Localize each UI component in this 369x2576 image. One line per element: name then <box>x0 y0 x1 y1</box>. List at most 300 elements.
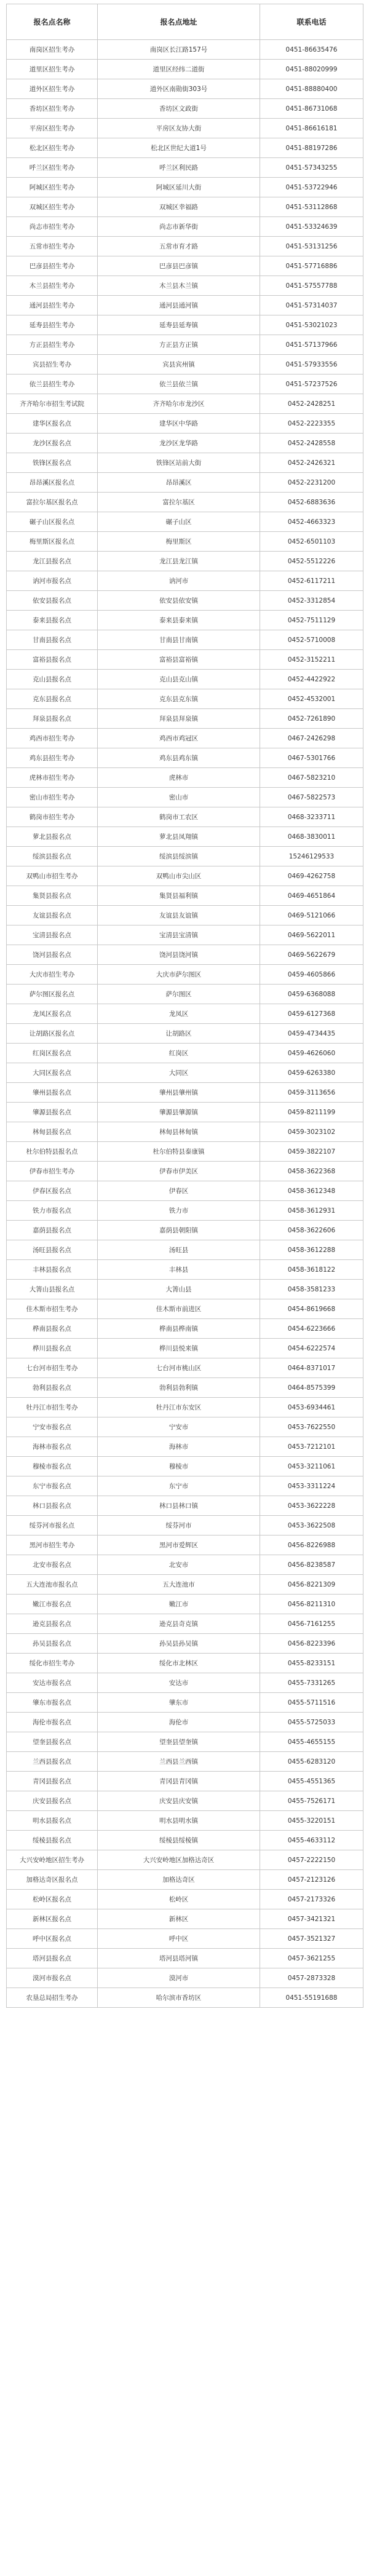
cell-site-address: 汤旺县 <box>98 1240 260 1259</box>
cell-phone: 0451-88197286 <box>260 138 363 157</box>
table-row <box>7 847 363 866</box>
table-row <box>7 1280 363 1299</box>
cell-phone: 0452-7511129 <box>260 611 363 630</box>
cell-site-address: 明水县明水镇 <box>98 1811 260 1830</box>
cell-site-name: 道外区招生考办 <box>7 79 98 98</box>
cell-site-address: 依安县依安镇 <box>98 591 260 610</box>
cell-site-address: 铁锋区站前大街 <box>98 453 260 472</box>
table-row <box>7 1752 363 1772</box>
cell-phone: 0453-3211061 <box>260 1457 363 1476</box>
table-row <box>7 1555 363 1575</box>
cell-site-address: 铁力市 <box>98 1201 260 1220</box>
cell-phone: 0459-6127368 <box>260 1004 363 1023</box>
cell-site-name: 七台河市招生考办 <box>7 1358 98 1377</box>
cell-phone: 0457-2173326 <box>260 1890 363 1909</box>
cell-site-name: 昂昂溪区报名点 <box>7 473 98 492</box>
cell-phone: 0457-3421321 <box>260 1909 363 1928</box>
cell-phone: 0455-5711516 <box>260 1693 363 1712</box>
cell-phone: 0464-8575399 <box>260 1378 363 1397</box>
cell-site-address: 宁安市 <box>98 1417 260 1437</box>
table-row <box>7 40 363 60</box>
table-row <box>7 99 363 119</box>
table-row <box>7 709 363 729</box>
cell-site-name: 巴彦县招生考办 <box>7 256 98 275</box>
table-row <box>7 1811 363 1831</box>
cell-phone: 0451-53112868 <box>260 197 363 216</box>
cell-phone: 0451-53324639 <box>260 217 363 236</box>
table-row <box>7 1949 363 1968</box>
cell-site-address: 牡丹江市东安区 <box>98 1398 260 1417</box>
cell-site-name: 大庆市招生考办 <box>7 965 98 984</box>
table-row <box>7 138 363 158</box>
cell-phone: 0469-4262758 <box>260 866 363 886</box>
cell-site-name: 泰来县报名点 <box>7 611 98 630</box>
table-row <box>7 1024 363 1044</box>
cell-site-name: 桦南县报名点 <box>7 1319 98 1338</box>
cell-site-address: 绥滨县绥滨镇 <box>98 847 260 866</box>
cell-phone: 0459-6368088 <box>260 985 363 1004</box>
cell-site-address: 方正县方正镇 <box>98 335 260 354</box>
cell-site-name: 依安县报名点 <box>7 591 98 610</box>
cell-site-address: 大同区 <box>98 1063 260 1082</box>
cell-site-address: 虎林市 <box>98 768 260 787</box>
cell-site-name: 佳木斯市招生考办 <box>7 1299 98 1318</box>
cell-site-address: 桦川县悦来镇 <box>98 1339 260 1358</box>
cell-site-name: 肇东市报名点 <box>7 1693 98 1712</box>
cell-site-address: 林口县林口镇 <box>98 1496 260 1515</box>
cell-site-address: 泰来县泰来镇 <box>98 611 260 630</box>
cell-site-name: 拜泉县报名点 <box>7 709 98 728</box>
table-row <box>7 729 363 748</box>
cell-site-address: 青冈县青冈镇 <box>98 1772 260 1791</box>
table-row <box>7 197 363 217</box>
cell-site-address: 庆安县庆安镇 <box>98 1791 260 1810</box>
cell-site-name: 平房区招生考办 <box>7 119 98 138</box>
cell-site-address: 红岗区 <box>98 1044 260 1063</box>
table-row <box>7 866 363 886</box>
cell-phone: 0459-3113656 <box>260 1083 363 1102</box>
cell-phone: 0456-8226988 <box>260 1536 363 1555</box>
table-row <box>7 1240 363 1260</box>
cell-phone: 0453-6934461 <box>260 1398 363 1417</box>
cell-site-address: 嘉荫县朝阳镇 <box>98 1221 260 1240</box>
cell-phone: 0455-3220151 <box>260 1811 363 1830</box>
cell-phone: 0469-5622011 <box>260 925 363 945</box>
table-row <box>7 1122 363 1142</box>
cell-phone: 0457-3521327 <box>260 1929 363 1948</box>
table-row <box>7 1162 363 1181</box>
table-row <box>7 1772 363 1791</box>
cell-site-address: 嫩江市 <box>98 1595 260 1614</box>
cell-site-address: 克东县克东镇 <box>98 689 260 708</box>
cell-site-name: 新林区报名点 <box>7 1909 98 1928</box>
column-header-address: 报名点地址 <box>98 4 260 39</box>
cell-site-name: 呼中区报名点 <box>7 1929 98 1948</box>
cell-site-name: 让胡路区报名点 <box>7 1024 98 1043</box>
cell-site-address: 哈尔滨市香坊区 <box>98 1988 260 2007</box>
cell-phone: 0459-4626060 <box>260 1044 363 1063</box>
cell-site-name: 甘南县报名点 <box>7 630 98 649</box>
cell-phone: 0458-3612348 <box>260 1181 363 1200</box>
cell-site-address: 拜泉县拜泉镇 <box>98 709 260 728</box>
cell-site-name: 建华区报名点 <box>7 414 98 433</box>
cell-phone: 0452-4422922 <box>260 670 363 689</box>
cell-phone: 0457-2123126 <box>260 1870 363 1889</box>
cell-site-name: 方正县招生考办 <box>7 335 98 354</box>
cell-phone: 0469-5622679 <box>260 945 363 964</box>
cell-phone: 0464-8371017 <box>260 1358 363 1377</box>
cell-site-name: 伊春区报名点 <box>7 1181 98 1200</box>
cell-site-name: 北安市报名点 <box>7 1555 98 1574</box>
cell-site-name: 兰西县报名点 <box>7 1752 98 1771</box>
cell-phone: 0451-57137966 <box>260 335 363 354</box>
cell-site-name: 铁力市报名点 <box>7 1201 98 1220</box>
cell-site-address: 肇源县肇源镇 <box>98 1103 260 1122</box>
cell-site-name: 嘉荫县报名点 <box>7 1221 98 1240</box>
cell-site-address: 杜尔伯特县泰康镇 <box>98 1142 260 1161</box>
cell-site-name: 松岭区报名点 <box>7 1890 98 1909</box>
table-row <box>7 1713 363 1732</box>
table-row <box>7 1791 363 1811</box>
cell-site-name: 道里区招生考办 <box>7 60 98 79</box>
cell-site-address: 东宁市 <box>98 1476 260 1496</box>
cell-site-name: 孙吴县报名点 <box>7 1634 98 1653</box>
cell-site-name: 加格达奇区报名点 <box>7 1870 98 1889</box>
cell-phone: 0454-8619668 <box>260 1299 363 1318</box>
cell-site-address: 穆棱市 <box>98 1457 260 1476</box>
cell-site-name: 龙沙区报名点 <box>7 434 98 453</box>
table-row <box>7 256 363 276</box>
cell-site-address: 齐齐哈尔市龙沙区 <box>98 394 260 413</box>
table-row <box>7 1004 363 1024</box>
table-row <box>7 119 363 138</box>
table-row <box>7 630 363 650</box>
cell-site-address: 甘南县甘南镇 <box>98 630 260 649</box>
cell-phone: 0452-4663323 <box>260 512 363 531</box>
cell-site-address: 富拉尔基区 <box>98 493 260 512</box>
cell-site-address: 萝北县凤翔镇 <box>98 827 260 846</box>
table-row <box>7 1890 363 1909</box>
cell-site-name: 依兰县招生考办 <box>7 375 98 394</box>
table-row <box>7 473 363 493</box>
table-row <box>7 886 363 906</box>
cell-site-name: 安达市报名点 <box>7 1673 98 1692</box>
cell-site-address: 桦南县桦南镇 <box>98 1319 260 1338</box>
cell-site-name: 鸡东县招生考办 <box>7 748 98 767</box>
cell-site-name: 宾县招生考办 <box>7 355 98 374</box>
table-row <box>7 1536 363 1555</box>
table-row <box>7 1909 363 1929</box>
cell-site-name: 绥棱县报名点 <box>7 1831 98 1850</box>
cell-site-name: 汤旺县报名点 <box>7 1240 98 1259</box>
table-row <box>7 650 363 670</box>
cell-site-name: 青冈县报名点 <box>7 1772 98 1791</box>
table-row <box>7 1417 363 1437</box>
cell-site-name: 齐齐哈尔市招生考试院 <box>7 394 98 413</box>
cell-site-name: 肇州县报名点 <box>7 1083 98 1102</box>
table-row <box>7 571 363 591</box>
table-row <box>7 60 363 79</box>
cell-phone: 0451-55191688 <box>260 1988 363 2007</box>
cell-site-name: 勃利县报名点 <box>7 1378 98 1397</box>
cell-site-address: 讷河市 <box>98 571 260 590</box>
cell-phone: 0469-5121066 <box>260 906 363 925</box>
cell-site-address: 香坊区文政街 <box>98 99 260 118</box>
column-header-phone: 联系电话 <box>260 4 363 39</box>
cell-site-name: 五大连池市报名点 <box>7 1575 98 1594</box>
cell-site-name: 伊春市招生考办 <box>7 1162 98 1181</box>
table-row <box>7 1988 363 2008</box>
cell-phone: 0455-4655155 <box>260 1732 363 1751</box>
cell-site-name: 海林市报名点 <box>7 1437 98 1456</box>
cell-phone: 0453-3311224 <box>260 1476 363 1496</box>
cell-site-name: 塔河县报名点 <box>7 1949 98 1968</box>
cell-phone: 0457-3621255 <box>260 1949 363 1968</box>
cell-phone: 0459-4734435 <box>260 1024 363 1043</box>
cell-site-name: 逊克县报名点 <box>7 1614 98 1633</box>
table-header <box>7 4 363 40</box>
table-row <box>7 315 363 335</box>
cell-site-name: 宁安市报名点 <box>7 1417 98 1437</box>
cell-site-name: 嫩江市报名点 <box>7 1595 98 1614</box>
cell-phone: 0451-88020999 <box>260 60 363 79</box>
table-row <box>7 1319 363 1339</box>
cell-site-name: 红岗区报名点 <box>7 1044 98 1063</box>
table-row <box>7 689 363 709</box>
cell-site-address: 塔河县塔河镇 <box>98 1949 260 1968</box>
cell-phone: 0458-3618122 <box>260 1260 363 1279</box>
cell-site-name: 林口县报名点 <box>7 1496 98 1515</box>
table-row <box>7 296 363 315</box>
cell-site-name: 通河县招生考办 <box>7 296 98 315</box>
table-row <box>7 1968 363 1988</box>
table-row <box>7 178 363 197</box>
cell-site-name: 富裕县报名点 <box>7 650 98 669</box>
cell-site-name: 黑河市招生考办 <box>7 1536 98 1555</box>
cell-site-name: 穆棱市报名点 <box>7 1457 98 1476</box>
cell-site-name: 牡丹江市招生考办 <box>7 1398 98 1417</box>
cell-site-address: 鹤岗市工农区 <box>98 807 260 826</box>
table-row <box>7 1870 363 1890</box>
table-row <box>7 1693 363 1713</box>
cell-site-name: 望奎县报名点 <box>7 1732 98 1751</box>
table-row <box>7 335 363 355</box>
table-row <box>7 493 363 512</box>
cell-site-address: 道外区南勋街303号 <box>98 79 260 98</box>
cell-phone: 0459-6263380 <box>260 1063 363 1082</box>
cell-site-name: 双鸭山市招生考办 <box>7 866 98 886</box>
cell-phone: 0458-3622368 <box>260 1162 363 1181</box>
cell-phone: 0451-88880400 <box>260 79 363 98</box>
table-row <box>7 748 363 768</box>
table-row <box>7 375 363 394</box>
cell-site-address: 肇东市 <box>98 1693 260 1712</box>
cell-site-name: 杜尔伯特县报名点 <box>7 1142 98 1161</box>
cell-phone: 0452-4532001 <box>260 689 363 708</box>
cell-phone: 0457-2873328 <box>260 1968 363 1987</box>
cell-site-name: 漠河市报名点 <box>7 1968 98 1987</box>
table-row <box>7 1044 363 1063</box>
cell-site-address: 巴彦县巴彦镇 <box>98 256 260 275</box>
cell-phone: 0453-7212101 <box>260 1437 363 1456</box>
table-row <box>7 1398 363 1417</box>
table-row <box>7 788 363 807</box>
table-row <box>7 552 363 571</box>
table-row <box>7 355 363 375</box>
cell-phone: 0459-3023102 <box>260 1122 363 1141</box>
table-row <box>7 414 363 434</box>
cell-site-name: 绥滨县报名点 <box>7 847 98 866</box>
table-row <box>7 1614 363 1634</box>
table-row <box>7 1437 363 1457</box>
cell-site-address: 肇州县肇州镇 <box>98 1083 260 1102</box>
cell-site-name: 大兴安岭地区招生考办 <box>7 1850 98 1869</box>
cell-phone: 0457-2222150 <box>260 1850 363 1869</box>
cell-phone: 0467-2426298 <box>260 729 363 748</box>
table-row <box>7 1142 363 1162</box>
cell-site-address: 梅里斯区 <box>98 532 260 551</box>
cell-site-address: 七台河市桃山区 <box>98 1358 260 1377</box>
cell-site-name: 密山市招生考办 <box>7 788 98 807</box>
table-row <box>7 591 363 611</box>
cell-site-address: 双鸭山市尖山区 <box>98 866 260 886</box>
cell-site-name: 梅里斯区报名点 <box>7 532 98 551</box>
cell-phone: 0455-7526171 <box>260 1791 363 1810</box>
table-row <box>7 827 363 847</box>
cell-site-name: 松北区招生考办 <box>7 138 98 157</box>
cell-site-address: 阿城区延川大街 <box>98 178 260 197</box>
cell-phone: 0451-57237526 <box>260 375 363 394</box>
table-row <box>7 1929 363 1949</box>
table-row <box>7 1831 363 1850</box>
cell-site-address: 双城区幸福路 <box>98 197 260 216</box>
cell-site-name: 延寿县招生考办 <box>7 315 98 335</box>
cell-phone: 0452-3152211 <box>260 650 363 669</box>
table-row <box>7 670 363 689</box>
cell-phone: 0452-3312854 <box>260 591 363 610</box>
cell-site-address: 松岭区 <box>98 1890 260 1909</box>
table-row <box>7 276 363 296</box>
table-row <box>7 79 363 99</box>
cell-site-address: 平房区友协大街 <box>98 119 260 138</box>
table-row <box>7 611 363 630</box>
cell-site-name: 友谊县报名点 <box>7 906 98 925</box>
table-row <box>7 217 363 237</box>
cell-site-address: 通河县通河镇 <box>98 296 260 315</box>
cell-site-address: 海林市 <box>98 1437 260 1456</box>
cell-site-name: 南岗区招生考办 <box>7 40 98 59</box>
cell-phone: 0455-4551365 <box>260 1772 363 1791</box>
cell-site-name: 绥芬河市报名点 <box>7 1516 98 1535</box>
cell-site-address: 黑河市爱辉区 <box>98 1536 260 1555</box>
cell-phone: 0458-3581233 <box>260 1280 363 1299</box>
cell-site-address: 伊春区 <box>98 1181 260 1200</box>
cell-site-name: 阿城区招生考办 <box>7 178 98 197</box>
cell-site-address: 安达市 <box>98 1673 260 1692</box>
cell-site-address: 南岗区长江路157号 <box>98 40 260 59</box>
cell-phone: 0453-3622508 <box>260 1516 363 1535</box>
cell-site-address: 克山县克山镇 <box>98 670 260 689</box>
cell-site-name: 农垦总局招生考办 <box>7 1988 98 2007</box>
table-row <box>7 434 363 453</box>
table-row <box>7 1260 363 1280</box>
contact-table <box>6 4 363 2008</box>
column-header-name: 报名点名称 <box>7 4 98 39</box>
cell-phone: 0456-8221309 <box>260 1575 363 1594</box>
cell-site-address: 建华区中华路 <box>98 414 260 433</box>
cell-site-name: 肇源县报名点 <box>7 1103 98 1122</box>
cell-phone: 0455-6283120 <box>260 1752 363 1771</box>
table-row <box>7 1575 363 1595</box>
cell-phone: 0451-86635476 <box>260 40 363 59</box>
cell-site-name: 海伦市报名点 <box>7 1713 98 1732</box>
cell-site-address: 绥化市北林区 <box>98 1654 260 1673</box>
table-row <box>7 1457 363 1476</box>
cell-phone: 0451-53021023 <box>260 315 363 335</box>
cell-phone: 0452-6883636 <box>260 493 363 512</box>
cell-site-address: 龙沙区龙华路 <box>98 434 260 453</box>
cell-site-address: 富裕县富裕镇 <box>98 650 260 669</box>
table-row <box>7 158 363 178</box>
table-row <box>7 453 363 473</box>
cell-site-address: 宝清县宝清镇 <box>98 925 260 945</box>
cell-phone: 0459-8211199 <box>260 1103 363 1122</box>
cell-site-name: 铁锋区报名点 <box>7 453 98 472</box>
cell-phone: 0459-3822107 <box>260 1142 363 1161</box>
cell-phone: 0458-3612931 <box>260 1201 363 1220</box>
cell-site-address: 昂昂溪区 <box>98 473 260 492</box>
cell-phone: 0452-5710008 <box>260 630 363 649</box>
cell-site-address: 龙江县龙江镇 <box>98 552 260 571</box>
cell-site-address: 伊春市伊美区 <box>98 1162 260 1181</box>
cell-phone: 0458-3612288 <box>260 1240 363 1259</box>
cell-site-address: 新林区 <box>98 1909 260 1928</box>
cell-site-address: 大庆市萨尔图区 <box>98 965 260 984</box>
cell-site-address: 加格达奇区 <box>98 1870 260 1889</box>
table-row <box>7 532 363 552</box>
cell-site-address: 海伦市 <box>98 1713 260 1732</box>
cell-site-name: 丰林县报名点 <box>7 1260 98 1279</box>
cell-site-name: 香坊区招生考办 <box>7 99 98 118</box>
cell-site-address: 让胡路区 <box>98 1024 260 1043</box>
table-row <box>7 1063 363 1083</box>
cell-site-name: 林甸县报名点 <box>7 1122 98 1141</box>
cell-site-name: 桦川县报名点 <box>7 1339 98 1358</box>
cell-phone: 0467-5301766 <box>260 748 363 767</box>
cell-site-address: 鸡西市鸡冠区 <box>98 729 260 748</box>
cell-phone: 0469-4651864 <box>260 886 363 905</box>
cell-site-address: 碾子山区 <box>98 512 260 531</box>
cell-phone: 0456-8211310 <box>260 1595 363 1614</box>
cell-site-address: 佳木斯市前进区 <box>98 1299 260 1318</box>
cell-phone: 0451-57314037 <box>260 296 363 315</box>
cell-phone: 0468-3830011 <box>260 827 363 846</box>
cell-phone: 0451-53131256 <box>260 237 363 256</box>
table-row <box>7 1358 363 1378</box>
table-row <box>7 1103 363 1122</box>
cell-site-address: 饶河县饶河镇 <box>98 945 260 964</box>
table-row <box>7 807 363 827</box>
cell-site-name: 大箐山县报名点 <box>7 1280 98 1299</box>
table-row <box>7 1476 363 1496</box>
cell-phone: 0453-3622228 <box>260 1496 363 1515</box>
cell-site-address: 依兰县依兰镇 <box>98 375 260 394</box>
cell-site-address: 密山市 <box>98 788 260 807</box>
cell-site-name: 虎林市招生考办 <box>7 768 98 787</box>
cell-phone: 0458-3622606 <box>260 1221 363 1240</box>
table-row <box>7 1181 363 1201</box>
cell-site-name: 庆安县报名点 <box>7 1791 98 1810</box>
